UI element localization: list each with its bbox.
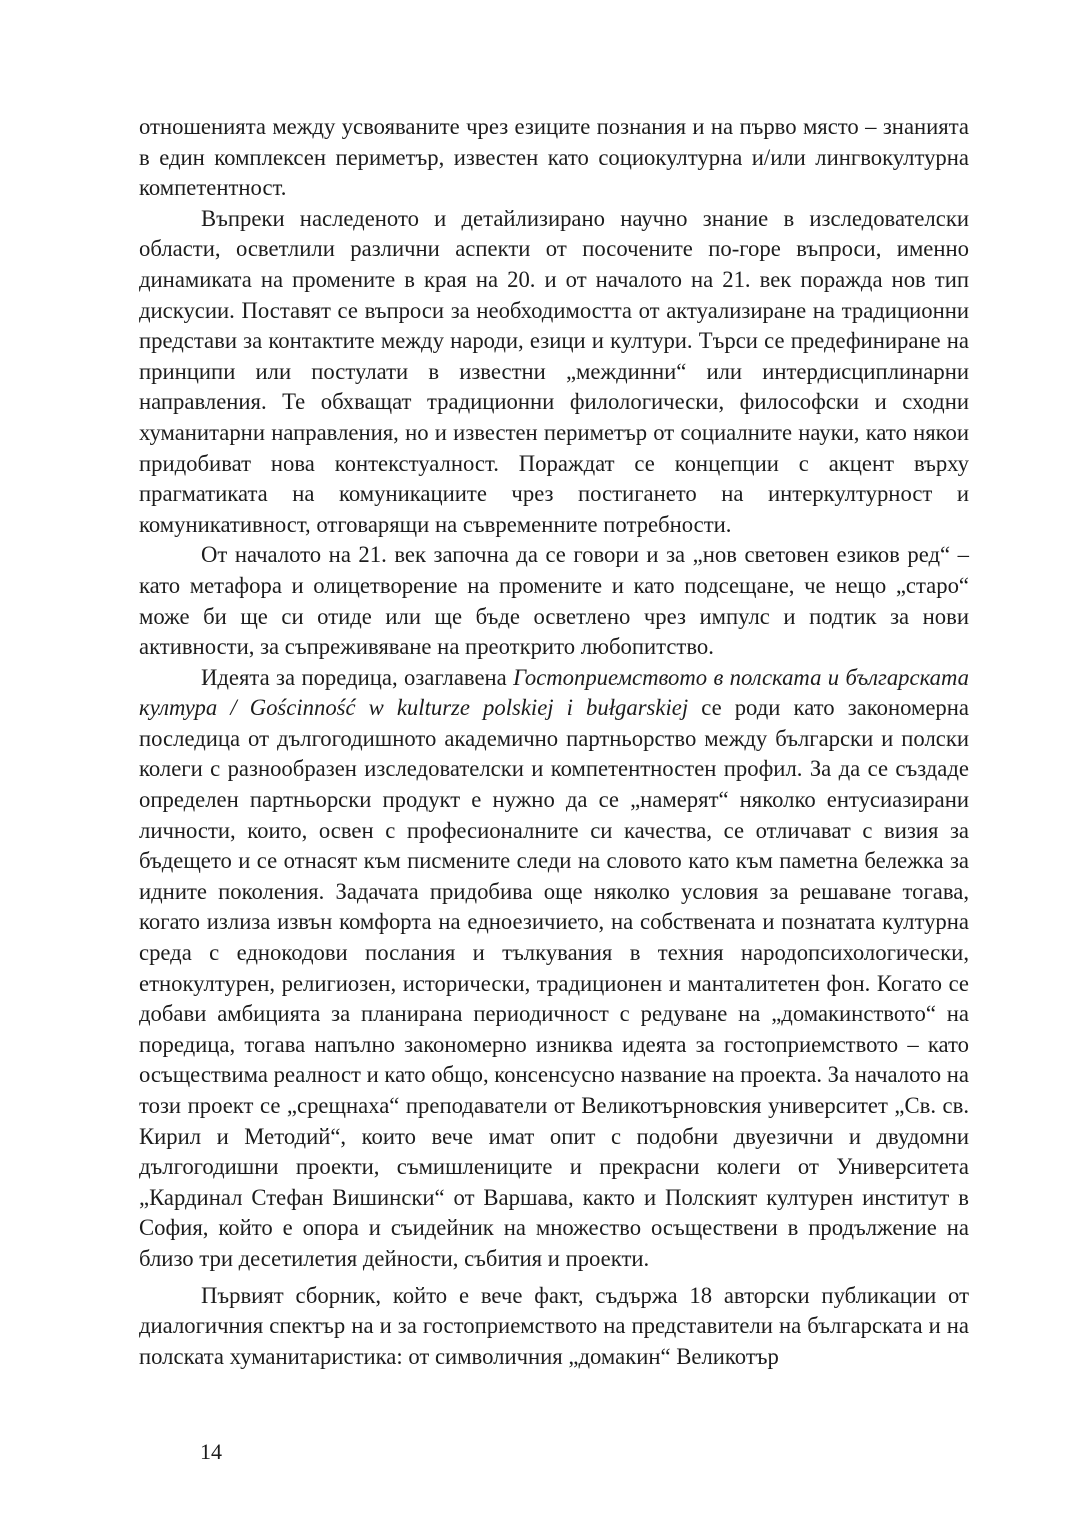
paragraph-5: Първият сборник, който е вече факт, съдържа 18 авторски публикации от диалогичния спектър на и за гостоприемството на представители на българската и на полската хуманитаристика: от символичния „домакин“ Великотър xyxy=(139,1282,969,1369)
paragraph-4-lead: Идеята за поредица, озаглавена xyxy=(201,664,514,690)
paragraph-2: Въпреки наследеното и детайлизирано научно знание в изследователски области, осветлили различни аспекти от посочените по-горе въпроси, именно динамиката на промените в края на 20. и от началото на 21. век поражда нов тип дискусии. Поставят се въпроси за необходимостта от актуализиране на традиционни представи за контактите между народи, езици и култури. Търси се предефиниране на принципи или постулати в известни „междинни“ или интердисциплинарни направления. Те обхващат традиционни филологически, философски и сходни хуманитарни направления, но и известен периметър от социалните науки, като някои придобиват нова контекстуалност. Пораждат се концепции с акцент върху прагматиката на комуникациите чрез постигането на интеркултурност и комуникативност, отговарящи на съвременните потребности. xyxy=(139,205,969,537)
page-number: 14 xyxy=(200,1439,222,1464)
paragraph-4-body: се роди като закономерна последица от дългогодишното академично партньорство между български и полски колеги с разнообразен изследователски и компетентностен профил. За да се създаде определен партньорски продукт е нужно да се „намерят“ няколко ентусиазирани личности, които, освен с професионалните си качества, се отличават с визия за бъдещето и се отнасят към писмените следи на словото като към паметна бележка за идните поколения. Задачата придобива още няколко условия за решаване тогава, когато излиза извън комфорта на едноезичието, на собствената и познатата културна среда с еднокодови послания и тълкувания в техния народопсихологически, етнокултурен, религиозен, исторически, традиционен и манталитетен фон. Когато се добави амбицията за планирана периодичност с редуване на „домакинството“ на поредица, тогава напълно закономерно изниква идеята за гостоприемството – като осъществима реалност и като общо, консенсусно название на проекта. За началото на този проект се „срещнаха“ преподаватели от Великотърновския университет „Св. св. Кирил и Методий“, които вече имат опит с подобни двуезични и двудомни дългогодишни проекти, съмишлениците и прекрасни колеги от Университета „Кардинал Стефан Вишински“ от Варшава, както и Полският културен институт в София, който е опора и съидейник на множество осъществени в продължение на близо три десетилетия дейности, събития и проекти. xyxy=(139,695,969,1271)
paragraph-4 xyxy=(139,663,969,1275)
page-body xyxy=(139,112,969,1372)
series-title: Гостоприемството в полската и българската култура / Gościnność w kulturze polskiej i bułgarskiej xyxy=(139,664,969,721)
paragraph-3: От началото на 21. век започна да се говори и за „нов световен езиков ред“ – като метафора и олицетворение на промените и като подсещане, че нещо „старо“ може би ще си отиде или ще бъде осветлено чрез импулс и подтик за нови активности, за съпреживяване на преоткрито любопитство. xyxy=(139,542,969,660)
paragraph-1: отношенията между усвояваните чрез езиците познания и на първо място – знанията в един комплексен периметър, известен като социокултурна и/или лингвокултурна компетентност. xyxy=(139,114,969,201)
